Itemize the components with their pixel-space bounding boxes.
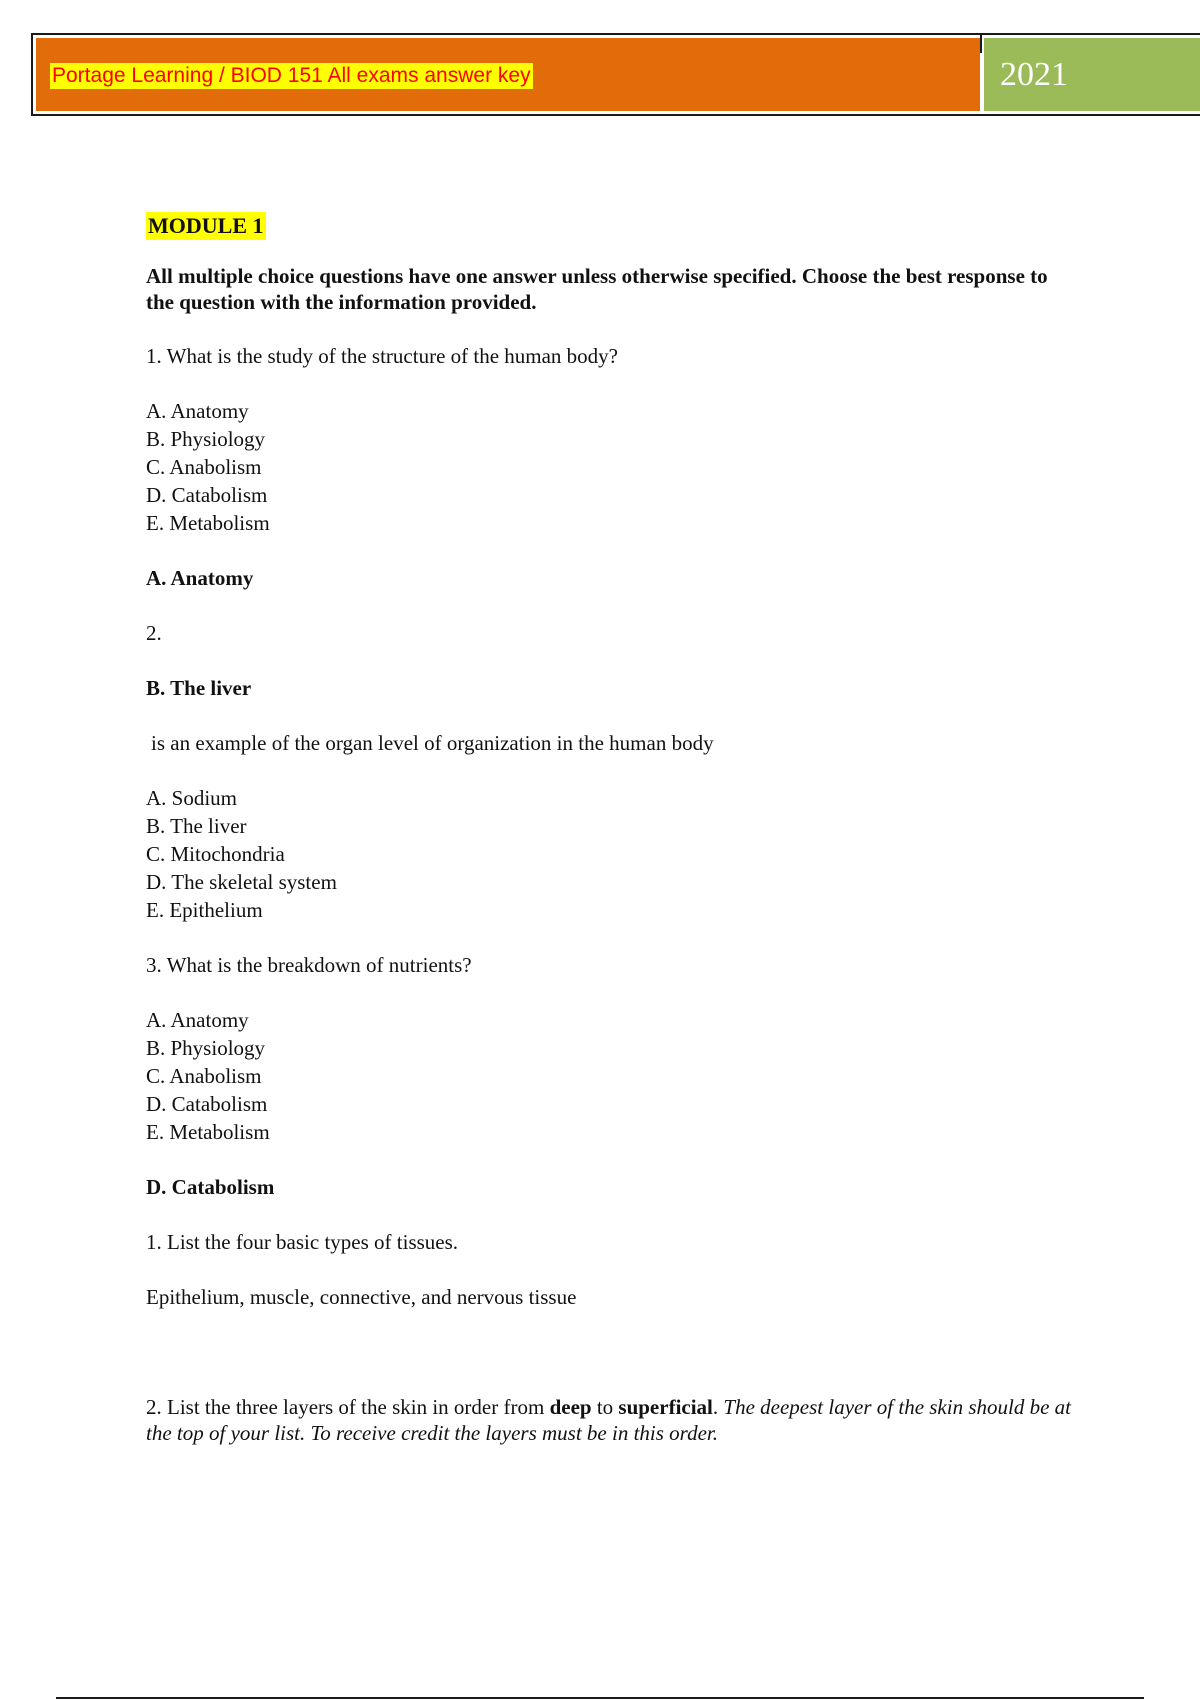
option: A. Anatomy — [146, 399, 249, 423]
option: E. Epithelium — [146, 898, 263, 922]
spacer — [146, 1338, 1076, 1394]
header-tick-mark — [980, 33, 982, 53]
document-body — [146, 212, 1076, 1473]
module-heading: MODULE 1 — [148, 213, 264, 238]
option: D. Catabolism — [146, 483, 268, 507]
option: D. Catabolism — [146, 1092, 268, 1116]
question-1-prompt: 1. What is the study of the structure of the human body? — [146, 344, 619, 368]
prompt-text: 2. List the three layers of the skin in order from — [146, 1395, 550, 1419]
prompt-bold-deep: deep — [549, 1395, 592, 1419]
option: C. Anabolism — [146, 455, 262, 479]
question-3-answer: D. Catabolism — [146, 1175, 275, 1199]
header-title: Portage Learning / BIOD 151 All exams answer key — [52, 64, 531, 87]
question-2-prompt: is an example of the organ level of organization in the human body — [151, 731, 714, 755]
header-year: 2021 — [1000, 56, 1068, 93]
prompt-text: . — [712, 1395, 724, 1419]
question-1-options — [146, 397, 1076, 537]
question-1-answer: A. Anatomy — [146, 566, 254, 590]
question-2-options — [146, 784, 1076, 924]
module-heading-wrap — [146, 212, 1076, 263]
prompt-text: to — [591, 1395, 619, 1419]
question-3-options — [146, 1006, 1076, 1146]
option: B. The liver — [146, 814, 247, 838]
short-answer-2-prompt — [146, 1394, 1076, 1446]
instructions: All multiple choice questions have one answer unless otherwise specified. Choose the best response to the question with the information provided. — [146, 264, 1048, 314]
option: C. Anabolism — [146, 1064, 262, 1088]
option: B. Physiology — [146, 1036, 266, 1060]
option: E. Metabolism — [146, 511, 270, 535]
prompt-bold-superficial: superficial — [618, 1395, 713, 1419]
option: D. The skeletal system — [146, 870, 337, 894]
option: A. Anatomy — [146, 1008, 249, 1032]
short-answer-1-prompt: 1. List the four basic types of tissues. — [146, 1230, 459, 1254]
option: B. Physiology — [146, 427, 266, 451]
option: E. Metabolism — [146, 1120, 270, 1144]
bottom-rule — [56, 1697, 1144, 1699]
prompt-italic-instructions: The deepest layer of the skin should be at the top of your list. To receive credit the layers must be in this order. — [146, 1395, 1072, 1445]
option: A. Sodium — [146, 786, 238, 810]
short-answer-1-answer: Epithelium, muscle, connective, and nervous tissue — [146, 1285, 577, 1309]
question-2-answer: B. The liver — [146, 676, 252, 700]
option: C. Mitochondria — [146, 842, 285, 866]
question-3-prompt: 3. What is the breakdown of nutrients? — [146, 953, 472, 977]
question-2-number: 2. — [146, 621, 162, 645]
